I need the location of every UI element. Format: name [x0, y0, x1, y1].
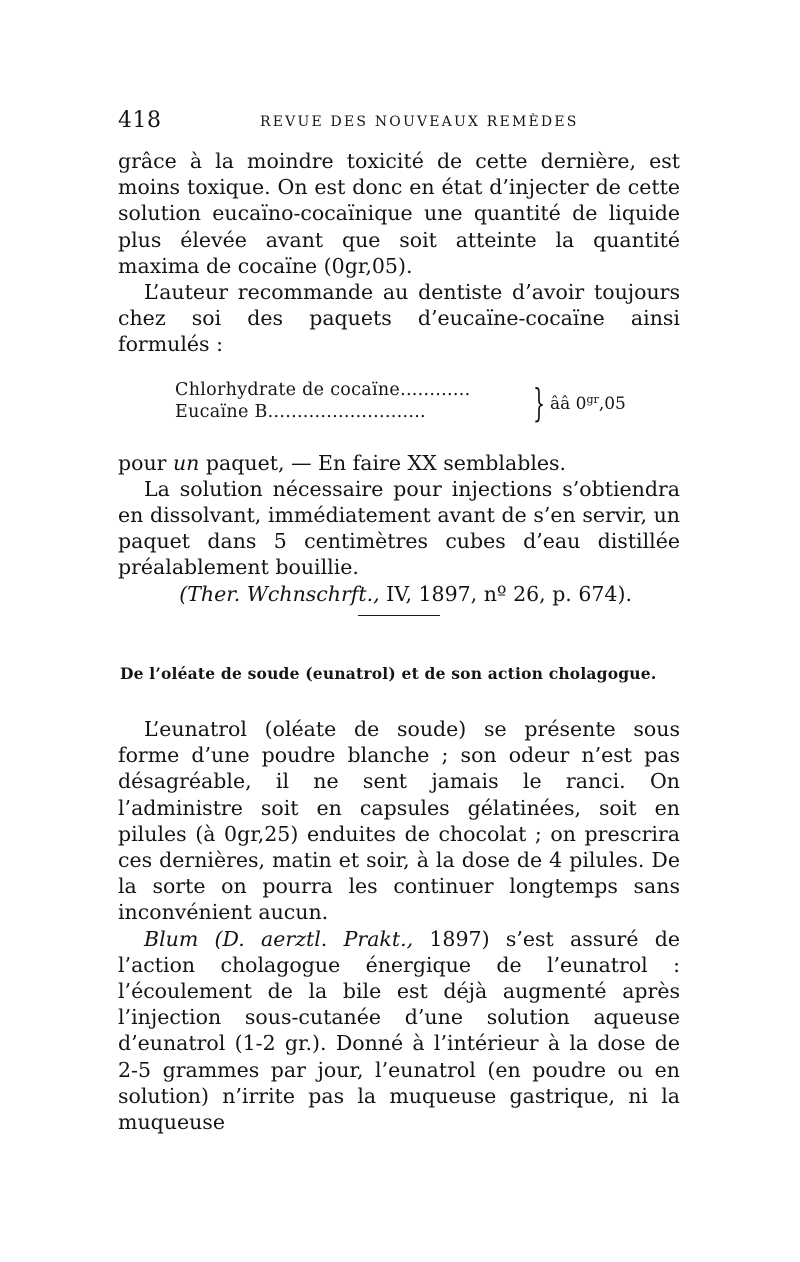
italic-text: un	[172, 450, 200, 475]
prescription-formula	[118, 380, 680, 432]
text-run: 1897) s’est assuré de l’action cholagogue énergique de l’eunatrol : l’écoulement de la bile est déjà augmenté après l’injection sous-cutanée d’une solution aqueuse d’eunatrol (1-2 gr.). Donné à l’intérieur à la dose de 2-5 grammes par jour, l’eunatrol (en poudre ou en solution) n’irrite pas la muqueuse gastrique, ni la muqueuse	[118, 926, 680, 1135]
text-run: pour	[118, 450, 173, 475]
formula-ingredient: Eucaïne B...........................	[175, 401, 426, 422]
text-run: paquet, — En faire XX semblables.	[199, 450, 567, 475]
article-body	[118, 148, 680, 607]
formula-dose	[550, 393, 626, 414]
paragraph: La solution nécessaire pour injections s’obtiendra en dissolvant, immédiatement avant de s’en servir, un paquet dans 5 centimètres cubes d’eau distillée préalablement bouillie.	[118, 476, 680, 580]
author-citation: Blum (D. aerztl. Prakt.,	[144, 926, 414, 951]
paragraph	[118, 926, 680, 1136]
paragraph: L’auteur recommande au dentiste d’avoir toujours chez soi des paquets d’eucaïne-cocaïne ainsi formulés :	[118, 280, 680, 357]
page-header	[118, 108, 680, 138]
page-number: 418	[118, 108, 162, 133]
citation	[118, 581, 680, 607]
dose-unit: gr	[586, 392, 599, 406]
section-title: De l’oléate de soude (eunatrol) et de son action cholagogue.	[120, 664, 657, 683]
formula-ingredient: Chlorhydrate de cocaïne............	[175, 379, 471, 400]
formula-brace: }	[533, 380, 546, 425]
journal-title: (Ther. Wchnschrft.,	[179, 581, 380, 606]
citation-reference: IV, 1897, nº 26, p. 674).	[379, 581, 632, 606]
dose-decimal: ,05	[598, 393, 626, 414]
paragraph: grâce à la moindre toxicité de cette dernière, est moins toxique. On est donc en état d’injecter de cette solution eucaïno-cocaïnique une quantité de liquide plus élevée avant que soit atteinte la quantité maxima de cocaïne (0gr,05).	[118, 149, 680, 278]
paragraph	[118, 450, 680, 476]
dose-amount: ââ 0	[550, 393, 587, 414]
running-head: REVUE DES NOUVEAUX REMÈDES	[260, 114, 579, 130]
section-divider	[358, 615, 440, 616]
paragraph: L’eunatrol (oléate de soude) se présente sous forme d’une poudre blanche ; son odeur n’est pas désagréable, il ne sent jamais le ranci. On l’administre soit en capsules gélatinées, soit en pilules (à 0gr,25) enduites de chocolat ; on prescrira ces dernières, matin et soir, à la dose de 4 pilules. De la sorte on pourra les continuer longtemps sans inconvénient aucun.	[118, 717, 680, 925]
section-body	[118, 716, 680, 1135]
